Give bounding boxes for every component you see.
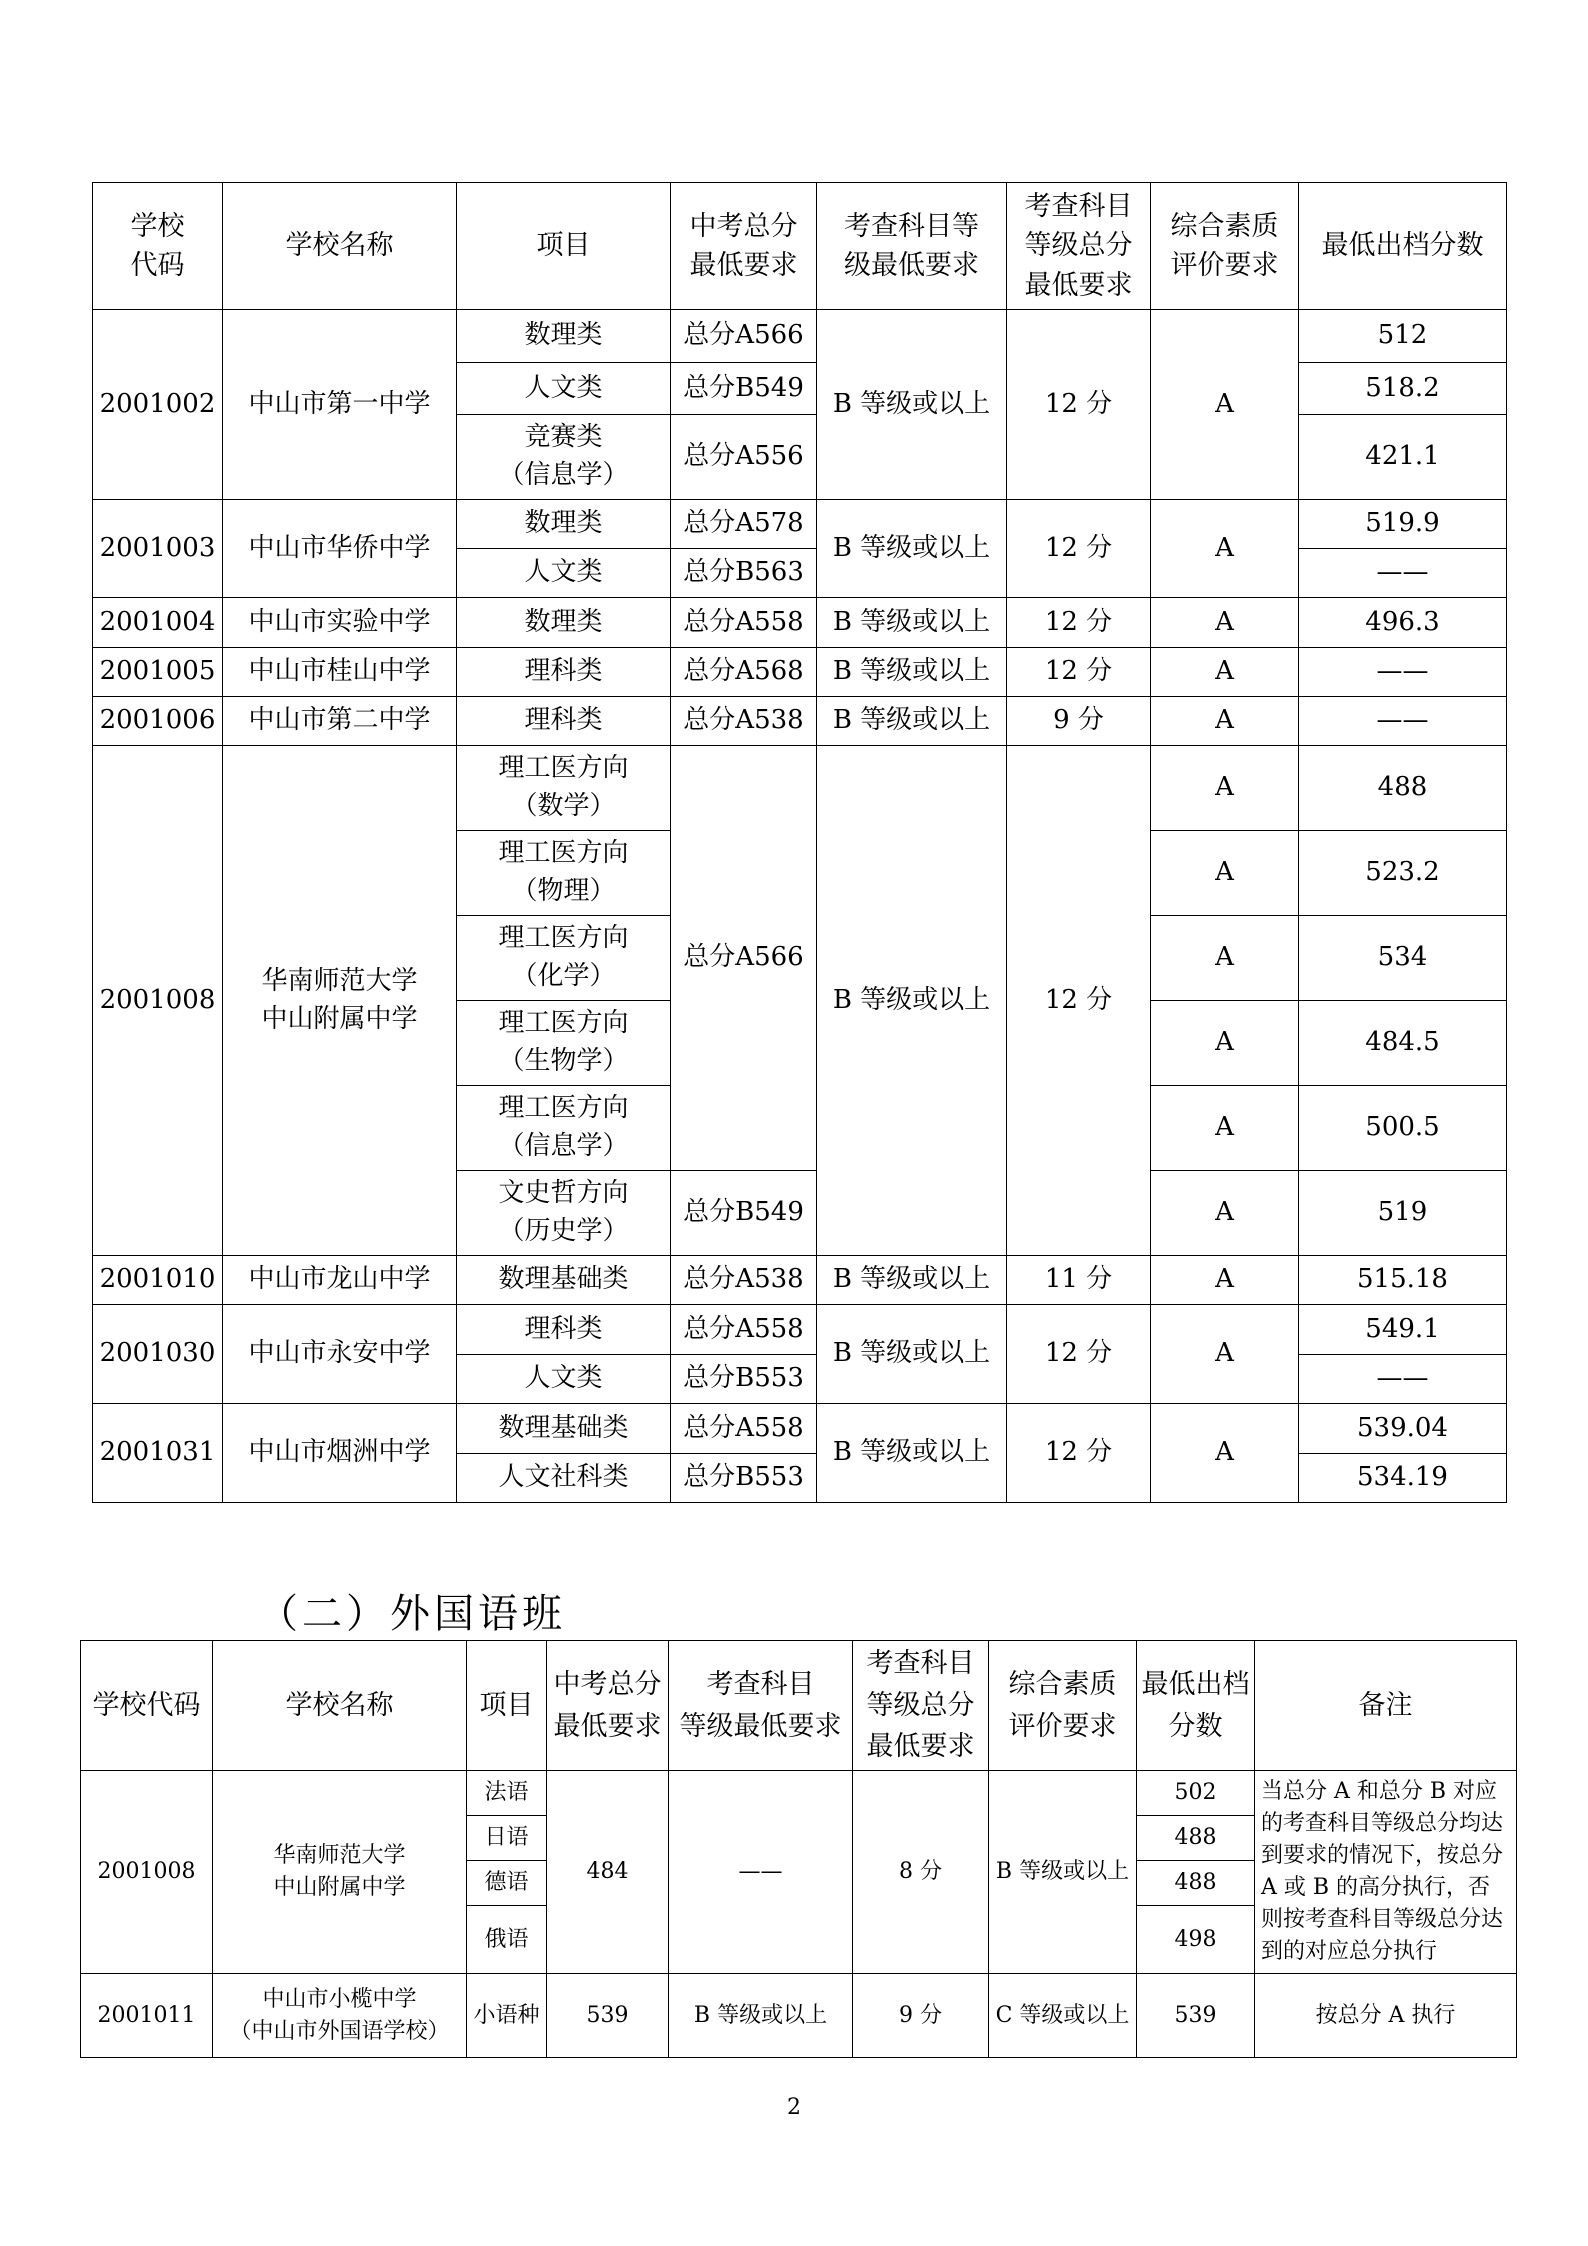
item: 人文类	[457, 363, 671, 415]
school-name: 中山市华侨中学	[223, 500, 457, 598]
quality: A	[1151, 1404, 1299, 1503]
school-code: 2001008	[93, 746, 223, 1256]
table-row	[93, 598, 1507, 648]
header-total-min: 中考总分 最低要求	[671, 183, 817, 310]
header-school-code: 学校 代码	[93, 183, 223, 310]
min-score: ——	[1299, 1355, 1507, 1404]
header-grade-total-min: 考查科目 等级总分 最低要求	[853, 1641, 989, 1771]
header-min-score: 最低出档分数	[1299, 183, 1507, 310]
total-min: 总分A538	[671, 1256, 817, 1305]
school-code: 2001008	[81, 1771, 213, 1974]
item: 理工医方向 （数学）	[457, 746, 671, 831]
item: 理工医方向 （化学）	[457, 916, 671, 1001]
item: 理科类	[457, 697, 671, 746]
school-name: 中山市桂山中学	[223, 648, 457, 697]
quality: A	[1151, 1305, 1299, 1404]
table-row	[93, 746, 1507, 831]
header-school-name: 学校名称	[213, 1641, 467, 1771]
min-score: 500.5	[1299, 1086, 1507, 1171]
table-row	[93, 1404, 1507, 1454]
total-min: 总分A566	[671, 310, 817, 363]
admission-table-1	[92, 182, 1507, 1503]
total-min: 总分A558	[671, 598, 817, 648]
total-min: 539	[547, 1974, 669, 2058]
grade-total-min: 12 分	[1007, 1404, 1151, 1503]
header-total-min: 中考总分 最低要求	[547, 1641, 669, 1771]
min-score: 539.04	[1299, 1404, 1507, 1454]
quality: A	[1151, 648, 1299, 697]
quality: A	[1151, 697, 1299, 746]
total-min: 总分B549	[671, 363, 817, 415]
grade-total-min: 12 分	[1007, 746, 1151, 1256]
header-item: 项目	[467, 1641, 547, 1771]
total-min: 总分A556	[671, 415, 817, 500]
grade-min: B 等级或以上	[817, 598, 1007, 648]
item: 竞赛类 （信息学）	[457, 415, 671, 500]
school-code: 2001031	[93, 1404, 223, 1503]
header-quality: 综合素质 评价要求	[1151, 183, 1299, 310]
admission-table-2	[80, 1640, 1517, 2058]
grade-total-min: 11 分	[1007, 1256, 1151, 1305]
grade-total-min: 12 分	[1007, 1305, 1151, 1404]
item: 日语	[467, 1816, 547, 1861]
table-row	[93, 1256, 1507, 1305]
school-name: 中山市实验中学	[223, 598, 457, 648]
quality: A	[1151, 746, 1299, 831]
header-min-score: 最低出档 分数	[1137, 1641, 1255, 1771]
school-code: 2001003	[93, 500, 223, 598]
item: 人文类	[457, 1355, 671, 1404]
item: 理工医方向 （物理）	[457, 831, 671, 916]
grade-total-min: 12 分	[1007, 648, 1151, 697]
item: 数理基础类	[457, 1256, 671, 1305]
school-code: 2001011	[81, 1974, 213, 2058]
grade-min: B 等级或以上	[817, 746, 1007, 1256]
item: 数理基础类	[457, 1404, 671, 1454]
header-school-code: 学校代码	[81, 1641, 213, 1771]
table-header-row	[93, 183, 1507, 310]
header-note: 备注	[1255, 1641, 1517, 1771]
item: 数理类	[457, 598, 671, 648]
table-row	[93, 697, 1507, 746]
quality: A	[1151, 1171, 1299, 1256]
quality: A	[1151, 916, 1299, 1001]
grade-min: B 等级或以上	[817, 648, 1007, 697]
table-row	[93, 648, 1507, 697]
quality: A	[1151, 598, 1299, 648]
min-score: 519	[1299, 1171, 1507, 1256]
min-score: 488	[1137, 1816, 1255, 1861]
header-grade-total-min: 考查科目 等级总分 最低要求	[1007, 183, 1151, 310]
school-name: 中山市第一中学	[223, 310, 457, 500]
table-row	[93, 1305, 1507, 1355]
total-min: 484	[547, 1771, 669, 1974]
total-min: 总分A538	[671, 697, 817, 746]
quality: A	[1151, 1001, 1299, 1086]
table-row	[81, 1771, 1517, 1816]
header-quality: 综合素质 评价要求	[989, 1641, 1137, 1771]
item: 人文社科类	[457, 1454, 671, 1503]
grade-total-min: 9 分	[853, 1974, 989, 2058]
item: 数理类	[457, 310, 671, 363]
min-score: ——	[1299, 648, 1507, 697]
header-school-name: 学校名称	[223, 183, 457, 310]
min-score: 515.18	[1299, 1256, 1507, 1305]
school-name: 中山市烟洲中学	[223, 1404, 457, 1503]
grade-min: B 等级或以上	[817, 1256, 1007, 1305]
grade-min: B 等级或以上	[817, 1305, 1007, 1404]
min-score: 512	[1299, 310, 1507, 363]
school-code: 2001010	[93, 1256, 223, 1305]
school-name: 中山市永安中学	[223, 1305, 457, 1404]
min-score: 496.3	[1299, 598, 1507, 648]
grade-min: B 等级或以上	[817, 310, 1007, 500]
quality: A	[1151, 500, 1299, 598]
min-score: 421.1	[1299, 415, 1507, 500]
min-score: 539	[1137, 1974, 1255, 2058]
min-score: 549.1	[1299, 1305, 1507, 1355]
table-row	[81, 1974, 1517, 2058]
table-row	[93, 310, 1507, 363]
school-code: 2001004	[93, 598, 223, 648]
item: 小语种	[467, 1974, 547, 2058]
grade-min: B 等级或以上	[669, 1974, 853, 2058]
item: 法语	[467, 1771, 547, 1816]
school-code: 2001006	[93, 697, 223, 746]
quality: B 等级或以上	[989, 1771, 1137, 1974]
min-score: ——	[1299, 549, 1507, 598]
total-min: 总分B549	[671, 1171, 817, 1256]
quality: A	[1151, 1086, 1299, 1171]
item: 文史哲方向 （历史学）	[457, 1171, 671, 1256]
total-min: 总分A568	[671, 648, 817, 697]
min-score: 518.2	[1299, 363, 1507, 415]
grade-total-min: 12 分	[1007, 310, 1151, 500]
page-number: 2	[787, 2095, 801, 2120]
item: 理工医方向 （信息学）	[457, 1086, 671, 1171]
quality: C 等级或以上	[989, 1974, 1137, 2058]
min-score: 488	[1137, 1861, 1255, 1906]
grade-min: B 等级或以上	[817, 1404, 1007, 1503]
total-min: 总分B553	[671, 1454, 817, 1503]
total-min: 总分B553	[671, 1355, 817, 1404]
total-min: 总分A578	[671, 500, 817, 549]
note: 当总分 A 和总分 B 对应的考查科目等级总分均达到要求的情况下，按总分 A 或 B 的高分执行，否则按考查科目等级总分达到的对应总分执行	[1255, 1771, 1517, 1974]
min-score: 502	[1137, 1771, 1255, 1816]
header-item: 项目	[457, 183, 671, 310]
total-min: 总分A558	[671, 1305, 817, 1355]
note: 按总分 A 执行	[1255, 1974, 1517, 2058]
min-score: 498	[1137, 1906, 1255, 1974]
school-name: 华南师范大学 中山附属中学	[223, 746, 457, 1256]
grade-min: B 等级或以上	[817, 697, 1007, 746]
section-title-foreign-language: （二）外国语班	[258, 1591, 566, 1637]
grade-total-min: 12 分	[1007, 500, 1151, 598]
item: 数理类	[457, 500, 671, 549]
header-grade-min: 考查科目 等级最低要求	[669, 1641, 853, 1771]
school-code: 2001005	[93, 648, 223, 697]
quality: A	[1151, 831, 1299, 916]
min-score: 484.5	[1299, 1001, 1507, 1086]
grade-total-min: 12 分	[1007, 598, 1151, 648]
header-grade-min: 考查科目等 级最低要求	[817, 183, 1007, 310]
school-name: 华南师范大学 中山附属中学	[213, 1771, 467, 1974]
school-name: 中山市小榄中学 （中山市外国语学校）	[213, 1974, 467, 2058]
grade-total-min: 9 分	[1007, 697, 1151, 746]
school-name: 中山市第二中学	[223, 697, 457, 746]
grade-min: B 等级或以上	[817, 500, 1007, 598]
total-min: 总分A558	[671, 1404, 817, 1454]
min-score: 488	[1299, 746, 1507, 831]
item: 德语	[467, 1861, 547, 1906]
min-score: 523.2	[1299, 831, 1507, 916]
total-min: 总分A566	[671, 746, 817, 1171]
item: 理科类	[457, 1305, 671, 1355]
min-score: 534.19	[1299, 1454, 1507, 1503]
min-score: 534	[1299, 916, 1507, 1001]
table-header-row	[81, 1641, 1517, 1771]
school-code: 2001002	[93, 310, 223, 500]
school-name: 中山市龙山中学	[223, 1256, 457, 1305]
item: 人文类	[457, 549, 671, 598]
grade-min: ——	[669, 1771, 853, 1974]
grade-total-min: 8 分	[853, 1771, 989, 1974]
item: 俄语	[467, 1906, 547, 1974]
table-row	[93, 500, 1507, 549]
quality: A	[1151, 1256, 1299, 1305]
item: 理工医方向 （生物学）	[457, 1001, 671, 1086]
item: 理科类	[457, 648, 671, 697]
quality: A	[1151, 310, 1299, 500]
school-code: 2001030	[93, 1305, 223, 1404]
min-score: ——	[1299, 697, 1507, 746]
total-min: 总分B563	[671, 549, 817, 598]
min-score: 519.9	[1299, 500, 1507, 549]
